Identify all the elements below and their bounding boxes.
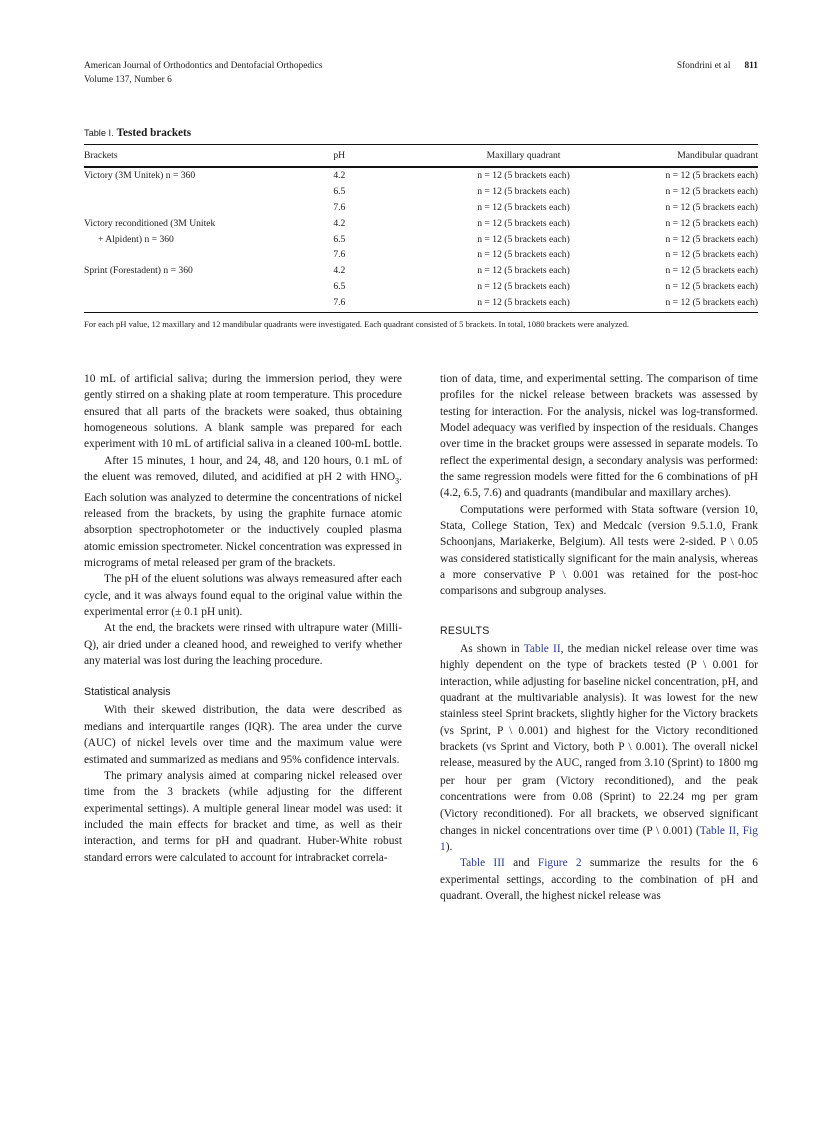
- link-table-3[interactable]: Table III: [460, 857, 505, 870]
- cell-brackets: [84, 278, 331, 294]
- cell-brackets: [84, 231, 331, 247]
- table-row: [84, 294, 758, 311]
- paragraph-results-1: [440, 641, 758, 855]
- cell-brackets-indented: + Alpident) n = 360: [98, 233, 174, 245]
- table-row: [84, 167, 758, 184]
- table-row: [84, 247, 758, 263]
- cell-ph: 4.2: [333, 170, 346, 182]
- cell-ph: 6.5: [333, 233, 346, 245]
- column-header-brackets: Brackets: [84, 145, 331, 168]
- cell-ph: 4.2: [333, 217, 346, 229]
- results2-text-a: and: [504, 857, 538, 870]
- paragraph-ph-remeasure: The pH of the eluent solutions was always remeasured after each cycle, and it was always found equal to the original value within the experimental error (± 0.1 pH unit).: [84, 573, 402, 619]
- table-block: [84, 126, 758, 330]
- table-row: [84, 215, 758, 231]
- table-title: Tested brackets: [116, 127, 192, 139]
- right-column: [440, 371, 758, 1071]
- column-header-mandibular: Mandibular quadrant: [618, 145, 758, 168]
- link-table-2-fig-1[interactable]: Table II, Fig 1: [440, 824, 758, 853]
- paragraph-continuation: [84, 371, 402, 453]
- subscript-3: 3: [395, 476, 400, 486]
- paragraph-rinse: At the end, the brackets were rinsed with ultrapure water (Milli-Q), air dried under a cleaned hood, and reweighed to verify whether any material was lost during the leaching procedure.: [84, 622, 402, 668]
- paragraph-distribution: With their skewed distribution, the data were described as medians and interquartile ranges (IQR). The area under the curve (AUC) of nickel levels over time and the maximum value were estimated and summarized as medians and 95% confidence intervals.: [84, 704, 402, 766]
- table-row: [84, 184, 758, 200]
- paragraph-sampling: [84, 453, 402, 572]
- cell-ph: 7.6: [333, 249, 346, 261]
- cell-ph: 6.5: [333, 280, 346, 292]
- unit-microgram-1: mg: [743, 758, 758, 770]
- table-head: [84, 145, 758, 168]
- left-column: [84, 371, 402, 1071]
- table-header-row: [84, 145, 758, 168]
- journal-title: American Journal of Orthodontics and Dentofacial Orthopedics: [84, 61, 323, 71]
- body-columns: [84, 371, 758, 1071]
- paragraph-computations: Computations were performed with Stata software (version 10, Stata, College Station, Tex) and Medcalc (version 9.5.1.0, Frank Schoonjans, Mariakerke, Belgium). All tests were 2-sided. P \ 0.05 was considered statistically significant for the main analysis, whereas a more conservative P \ 0.001 was retained for the post-hoc comparisons and subgroup analyses.: [440, 503, 758, 598]
- paragraph-text-b: . Each solution was analyzed to determine the concentrations of nickel released from the brackets, by using the graphite furnace atomic absorption spectrophotometer or the inductively coupled plasma atomic emission spectrometer. Nickel concentration was expressed in micrograms of metal released per gram of the brackets.: [84, 471, 402, 570]
- page-number: 811: [744, 61, 758, 71]
- cell-brackets: [84, 200, 331, 216]
- cell-maxillary: n = 12 (5 brackets each): [477, 233, 570, 245]
- column-header-ph: pH: [331, 145, 429, 168]
- results-text-e: ).: [445, 840, 453, 853]
- cell-maxillary: n = 12 (5 brackets each): [477, 217, 570, 229]
- cell-maxillary: n = 12 (5 brackets each): [477, 201, 570, 213]
- table-row: [84, 263, 758, 279]
- tested-brackets-table: [84, 144, 758, 312]
- cell-brackets: Victory reconditioned (3M Unitek: [84, 217, 216, 229]
- heading-statistical-analysis: Statistical analysis: [84, 686, 171, 699]
- cell-mandibular: n = 12 (5 brackets each): [665, 296, 758, 308]
- cell-mandibular: n = 12 (5 brackets each): [665, 265, 758, 277]
- cell-mandibular: n = 12 (5 brackets each): [665, 201, 758, 213]
- paragraph-text-a: After 15 minutes, 1 hour, and 24, 48, and 120 hours, 0.1 mL of the eluent was removed, diluted, and acidified at pH 2 with HNO: [84, 454, 402, 484]
- cell-mandibular: n = 12 (5 brackets each): [665, 217, 758, 229]
- volume-issue: Volume 137, Number 6: [84, 74, 172, 85]
- cell-ph: 4.2: [333, 265, 346, 277]
- table-row: [84, 200, 758, 216]
- results-text-b: , the median nickel release over time was highly dependent on the type of brackets tested (P \ 0.001 for interaction, while adjusting for baseline nickel concentration, pH, and quadrant at the multivariable analysis). It was lowest for the new stainless steel Sprint brackets, slightly higher for the Victory brackets (vs Sprint, P \ 0.001) and highest for the Victory reconditioned brackets (vs Sprint and Victory, both P \ 0.001). The overall nickel release, measured by the AUC, ranged from 3.10 (Sprint) to 1800: [440, 642, 758, 770]
- paragraph-text: 10 mL of artificial saliva; during the immersion period, they were gently stirred on a shaking plate at room temperature. This procedure ensured that all parts of the brackets were soaked, thus obtaining homogeneous solutions. A blank sample was prepared for each experiment with 10 mL of artificial saliva in a cleaned 100-mL bottle.: [84, 373, 402, 451]
- results2-text-b: summarize the results for the 6 experimental settings, according to the combination of pH and quadrant. Overall, the highest nickel release was: [440, 857, 758, 902]
- column-header-maxillary: Maxillary quadrant: [429, 145, 618, 168]
- cell-brackets: Sprint (Forestadent) n = 360: [84, 265, 193, 277]
- link-figure-2[interactable]: Figure 2: [537, 857, 582, 870]
- results-text-d: per gram (Victory reconditioned). For all brackets, we observed significant changes in nickel concentrations over time (P \ 0.001) (: [440, 790, 758, 837]
- table-row: [84, 231, 758, 247]
- cell-maxillary: n = 12 (5 brackets each): [477, 265, 570, 277]
- cell-mandibular: n = 12 (5 brackets each): [665, 280, 758, 292]
- cell-maxillary: n = 12 (5 brackets each): [477, 170, 570, 182]
- table-footnote: For each pH value, 12 maxillary and 12 mandibular quadrants were investigated. Each quadrant consisted of 5 brackets. In total, 1080 brackets were analyzed.: [84, 318, 630, 329]
- unit-microgram-2: mg: [691, 791, 706, 803]
- cell-ph: 7.6: [333, 201, 346, 213]
- paragraph-primary-analysis: The primary analysis aimed at comparing nickel released over time from the 3 brackets (while adjusting for the different experimental settings). A multiple general linear model was used: it included the main effects for bracket and time, as well as their interaction, and terms for pH and quadrant. Huber-White robust standard errors were calculated to account for intrabracket correla-: [84, 769, 402, 864]
- paragraph-continuation-right: tion of data, time, and experimental setting. The comparison of time profiles for the nickel release between brackets was assessed by testing for interaction. For the analysis, nickel was log-transformed. Model adequacy was verified by inspection of the residuals. Changes over time in the bracket groups were assessed in separate models. To reflect the experimental design, a secondary analysis was performed: the same regression models were fitted for the 6 combinations of pH (4.2, 6.5, 7.6) and quadrants (mandibular and maxillary arches).: [440, 373, 758, 500]
- table-caption: [84, 126, 758, 141]
- cell-brackets: [84, 184, 331, 200]
- link-table-2[interactable]: Table II: [523, 642, 561, 655]
- cell-mandibular: n = 12 (5 brackets each): [665, 170, 758, 182]
- heading-results: RESULTS: [440, 624, 490, 637]
- results-text-c: per hour per gram (Victory reconditioned), and the peak concentrations were from 0.08 (Sprint) to 22.24: [440, 774, 758, 803]
- running-head-right: [677, 60, 758, 74]
- paragraph-results-2: [440, 855, 758, 904]
- cell-maxillary: n = 12 (5 brackets each): [477, 296, 570, 308]
- cell-brackets: [84, 247, 331, 263]
- table-label: Table I.: [84, 128, 114, 138]
- cell-mandibular: n = 12 (5 brackets each): [665, 233, 758, 245]
- running-head: [84, 60, 758, 87]
- authors-short: Sfondrini et al: [676, 61, 731, 71]
- cell-brackets: [84, 294, 331, 311]
- table-row: [84, 278, 758, 294]
- cell-maxillary: n = 12 (5 brackets each): [477, 249, 570, 261]
- table-body: [84, 167, 758, 312]
- cell-maxillary: n = 12 (5 brackets each): [477, 280, 570, 292]
- cell-ph: 6.5: [333, 186, 346, 198]
- results-text-a: As shown in: [460, 642, 524, 655]
- running-head-top-row: [84, 60, 758, 74]
- cell-mandibular: n = 12 (5 brackets each): [665, 249, 758, 261]
- cell-maxillary: n = 12 (5 brackets each): [477, 186, 570, 198]
- cell-mandibular: n = 12 (5 brackets each): [665, 186, 758, 198]
- cell-brackets: Victory (3M Unitek) n = 360: [84, 170, 196, 182]
- cell-ph: 7.6: [333, 296, 346, 308]
